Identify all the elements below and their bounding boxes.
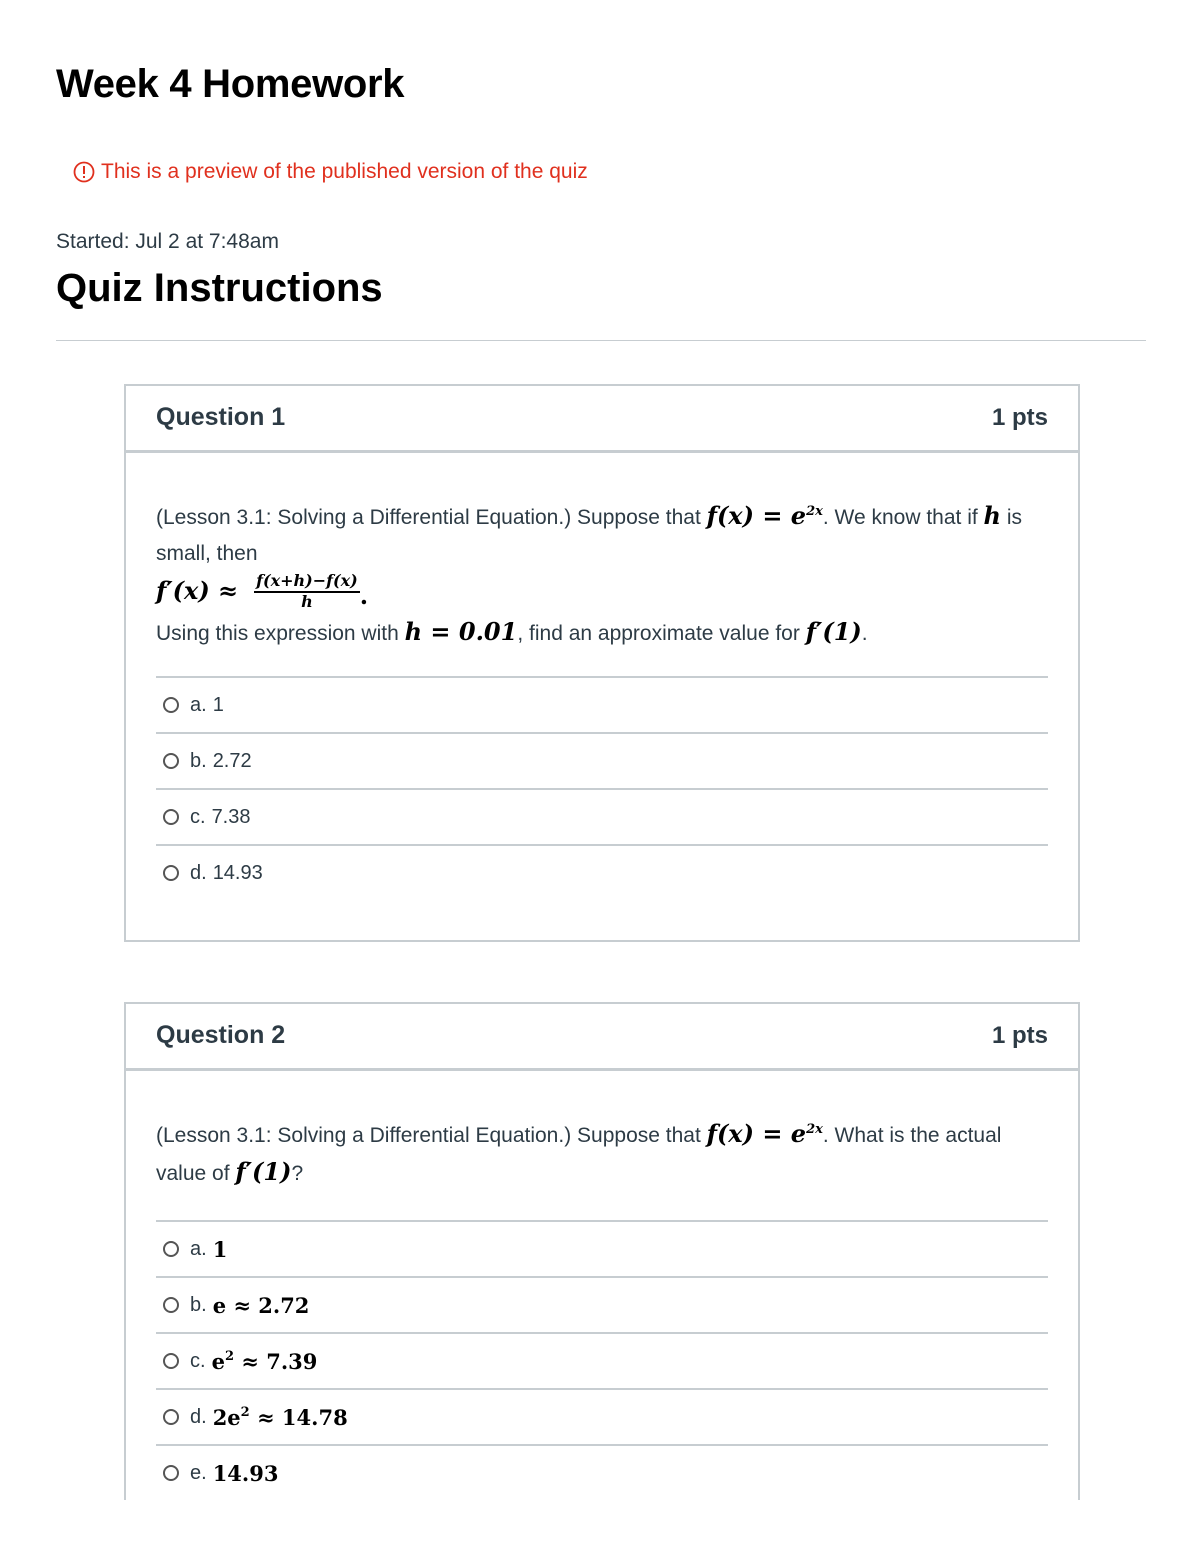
page-title: Week 4 Homework	[56, 62, 405, 106]
question-text-segment: .	[861, 622, 868, 645]
answer-letter: c.	[190, 805, 206, 828]
radio-button[interactable]	[163, 1297, 179, 1313]
math-h-value: h = 0.01	[404, 617, 518, 646]
question-2	[124, 1002, 1080, 1500]
question-text-segment: . We know that if	[822, 506, 984, 529]
radio-button[interactable]	[163, 1241, 179, 1257]
difference-quotient-formula	[156, 568, 1048, 614]
answer-option[interactable]	[156, 1334, 1048, 1390]
question-text-segment: ?	[291, 1162, 304, 1185]
formula-period: .	[359, 581, 369, 610]
answer-option[interactable]	[156, 678, 1048, 734]
radio-button[interactable]	[163, 753, 179, 769]
answer-option[interactable]	[156, 846, 1048, 900]
math-fx-base: f(x) = e	[706, 1119, 807, 1148]
radio-button[interactable]	[163, 1465, 179, 1481]
question-points: 1 pts	[991, 404, 1048, 431]
question-title: Question 2	[156, 1021, 286, 1049]
answer-math	[212, 1349, 318, 1374]
answer-option[interactable]	[156, 1390, 1048, 1446]
radio-button[interactable]	[163, 1409, 179, 1425]
formula-lhs: f′(x) ≈	[156, 576, 239, 605]
question-text-segment: (Lesson 3.1: Solving a Differential Equation.) Suppose that	[156, 506, 707, 529]
math-fx	[707, 501, 823, 530]
answer-letter: a.	[190, 1237, 207, 1260]
quiz-instructions-title: Quiz Instructions	[56, 266, 383, 310]
answer-value: 14.93	[212, 1460, 279, 1486]
answer-letter: d.	[190, 1405, 207, 1428]
math-fx-exponent: 2x	[806, 504, 823, 519]
preview-notice-text: This is a preview of the published version of the quiz	[101, 160, 588, 183]
radio-button[interactable]	[163, 697, 179, 713]
answer-value: e ≈ 2.72	[212, 1292, 310, 1318]
answer-exponent: 2	[240, 1404, 250, 1420]
answer-math	[213, 1293, 310, 1318]
answer-text: 2.72	[212, 749, 252, 772]
answer-text: 7.38	[211, 805, 251, 828]
answer-letter: d.	[190, 861, 207, 884]
question-text-segment: is small, then	[156, 506, 1022, 565]
answer-option[interactable]	[156, 734, 1048, 790]
started-timestamp: Started: Jul 2 at 7:48am	[56, 230, 279, 253]
question-text-segment: , find an approximate value for	[517, 622, 806, 645]
question-text	[156, 453, 1048, 652]
answer-letter: a.	[190, 693, 207, 716]
answer-math	[213, 1461, 279, 1486]
answer-math	[213, 1405, 348, 1430]
radio-button[interactable]	[163, 1353, 179, 1369]
fraction	[254, 572, 360, 611]
answer-text: 14.93	[212, 861, 263, 884]
answer-approx: ≈ 14.78	[249, 1404, 348, 1430]
divider	[56, 340, 1146, 341]
question-text	[156, 1071, 1048, 1192]
answer-list	[156, 676, 1048, 900]
question-text-segment: Using this expression with	[156, 622, 405, 645]
math-h: h	[983, 501, 1001, 530]
math-fx	[707, 1119, 823, 1148]
answer-text: 1	[212, 693, 224, 716]
answer-letter: e.	[190, 1461, 207, 1484]
question-text-segment: (Lesson 3.1: Solving a Differential Equation.) Suppose that	[156, 1124, 707, 1147]
answer-value: e	[211, 1348, 225, 1374]
fraction-denominator: h	[301, 591, 313, 611]
question-title: Question 1	[156, 403, 286, 431]
answer-option[interactable]	[156, 1278, 1048, 1334]
answer-option[interactable]	[156, 1222, 1048, 1278]
question-1	[124, 384, 1080, 942]
math-f-prime-1: f′(1)	[235, 1157, 292, 1186]
answer-letter: b.	[190, 749, 207, 772]
answer-exponent: 2	[224, 1348, 234, 1364]
question-header	[126, 1004, 1078, 1071]
answer-letter: c.	[190, 1349, 206, 1372]
answer-list	[156, 1220, 1048, 1500]
question-header	[126, 386, 1078, 453]
answer-option[interactable]	[156, 1446, 1048, 1500]
radio-button[interactable]	[163, 809, 179, 825]
answer-approx: ≈ 7.39	[233, 1348, 318, 1374]
math-f-prime-1: f′(1)	[805, 617, 862, 646]
math-fx-base: f(x) = e	[706, 501, 807, 530]
question-body	[126, 1071, 1078, 1500]
question-points: 1 pts	[991, 1022, 1048, 1049]
question-text-segment: . What is the actual value of	[156, 1124, 1002, 1185]
radio-button[interactable]	[163, 865, 179, 881]
preview-notice	[73, 160, 588, 184]
question-body	[126, 453, 1078, 900]
answer-option[interactable]	[156, 790, 1048, 846]
answer-letter: b.	[190, 1293, 207, 1316]
answer-value: 1	[212, 1236, 228, 1262]
answer-value: 2e	[212, 1404, 241, 1430]
fraction-numerator: f(x+h)−f(x)	[254, 572, 360, 593]
warning-icon	[73, 161, 95, 183]
answer-math	[213, 1237, 228, 1262]
math-fx-exponent: 2x	[806, 1122, 823, 1137]
